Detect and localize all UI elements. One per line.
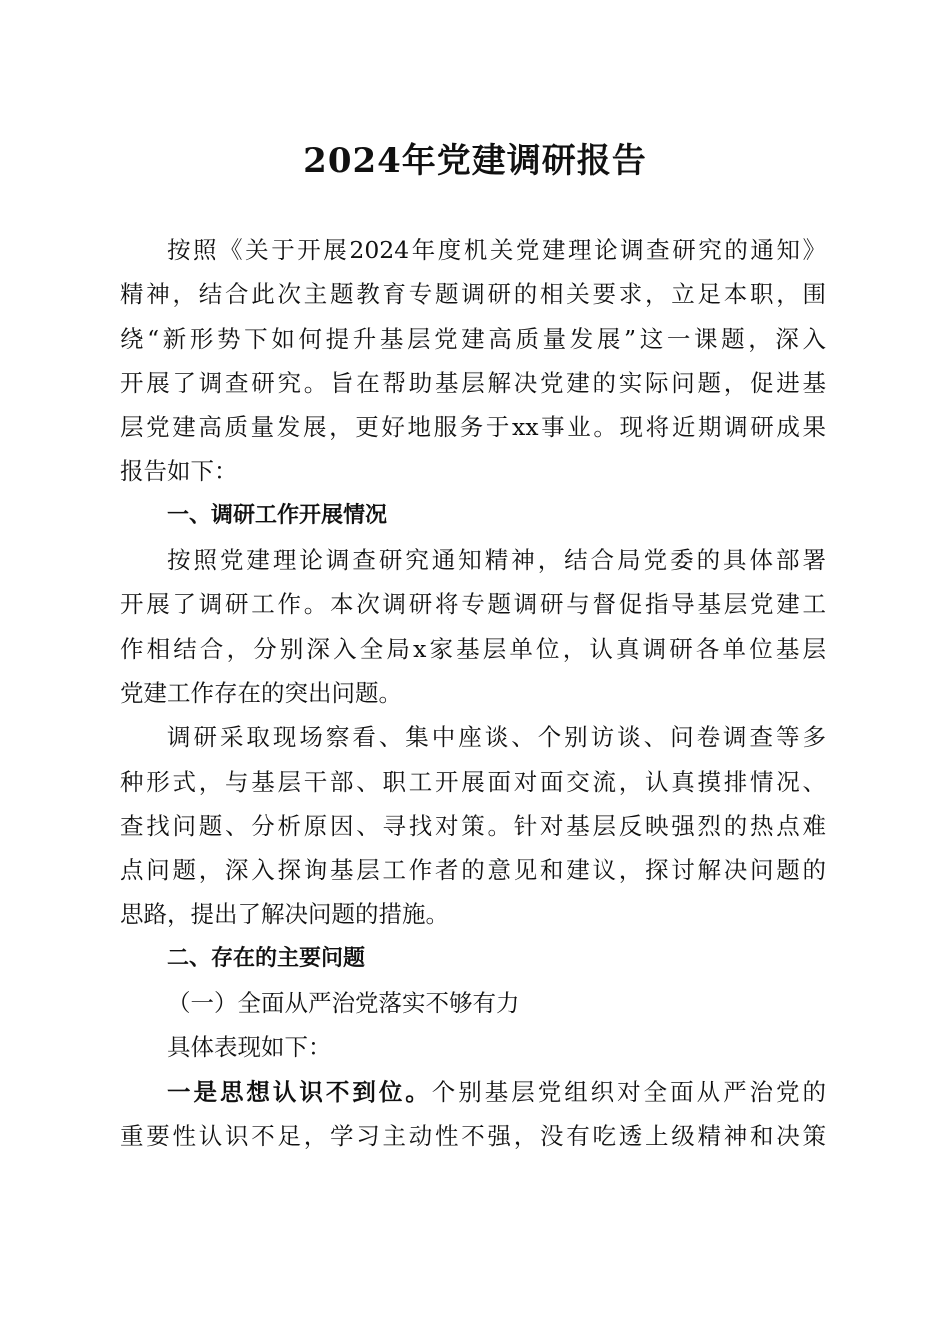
paragraph-line: 作相结合，分别深入全局x家基层单位，认真调研各单位基层 <box>120 634 826 663</box>
paragraph-line: 种形式，与基层干部、职工开展面对面交流，认真摸排情况、 <box>120 767 826 796</box>
paragraph-line: 开展了调查研究。旨在帮助基层解决党建的实际问题，促进基 <box>120 368 826 397</box>
document-body <box>120 228 826 1158</box>
paragraph-line: 重要性认识不足，学习主动性不强，没有吃透上级精神和决策 <box>120 1121 826 1150</box>
paragraph-line: 绕“新形势下如何提升基层党建高质量发展”这一课题，深入 <box>120 324 826 353</box>
page-title: 2024年党建调研报告 <box>303 141 647 181</box>
paragraph-text: 个别基层党组织对全面从严治党的 <box>431 1077 827 1106</box>
paragraph-line: 按照党建理论调查研究通知精神，结合局党委的具体部署 <box>167 546 826 575</box>
section-heading: 一、调研工作开展情况 <box>167 502 388 528</box>
section-heading: 二、存在的主要问题 <box>167 945 366 971</box>
paragraph-line: 点问题，深入探询基层工作者的意见和建议，探讨解决问题的 <box>120 856 826 885</box>
paragraph-line: 思路，提出了解决问题的措施。 <box>120 900 449 929</box>
paragraph-line: 调研采取现场察看、集中座谈、个别访谈、问卷调查等多 <box>167 723 826 752</box>
paragraph-line: 开展了调研工作。本次调研将专题调研与督促指导基层党建工 <box>120 590 826 619</box>
paragraph-line: 具体表现如下： <box>167 1033 332 1062</box>
emphasis-lead: 一是思想认识不到位。 <box>167 1077 432 1106</box>
paragraph-line: 报告如下： <box>120 457 238 486</box>
paragraph-line: 精神，结合此次主题教育专题调研的相关要求，立足本职，围 <box>120 280 826 309</box>
subsection-heading: （一）全面从严治党落实不够有力 <box>167 989 520 1018</box>
paragraph-line: 按照《关于开展2024年度机关党建理论调查研究的通知》 <box>167 236 826 264</box>
paragraph-line: 查找问题、分析原因、寻找对策。针对基层反映强烈的热点难 <box>120 811 826 840</box>
paragraph-line: 党建工作存在的突出问题。 <box>120 678 402 707</box>
paragraph-line: 层党建高质量发展，更好地服务于xx事业。现将近期调研成果 <box>120 413 826 442</box>
paragraph-line <box>120 1070 826 1114</box>
